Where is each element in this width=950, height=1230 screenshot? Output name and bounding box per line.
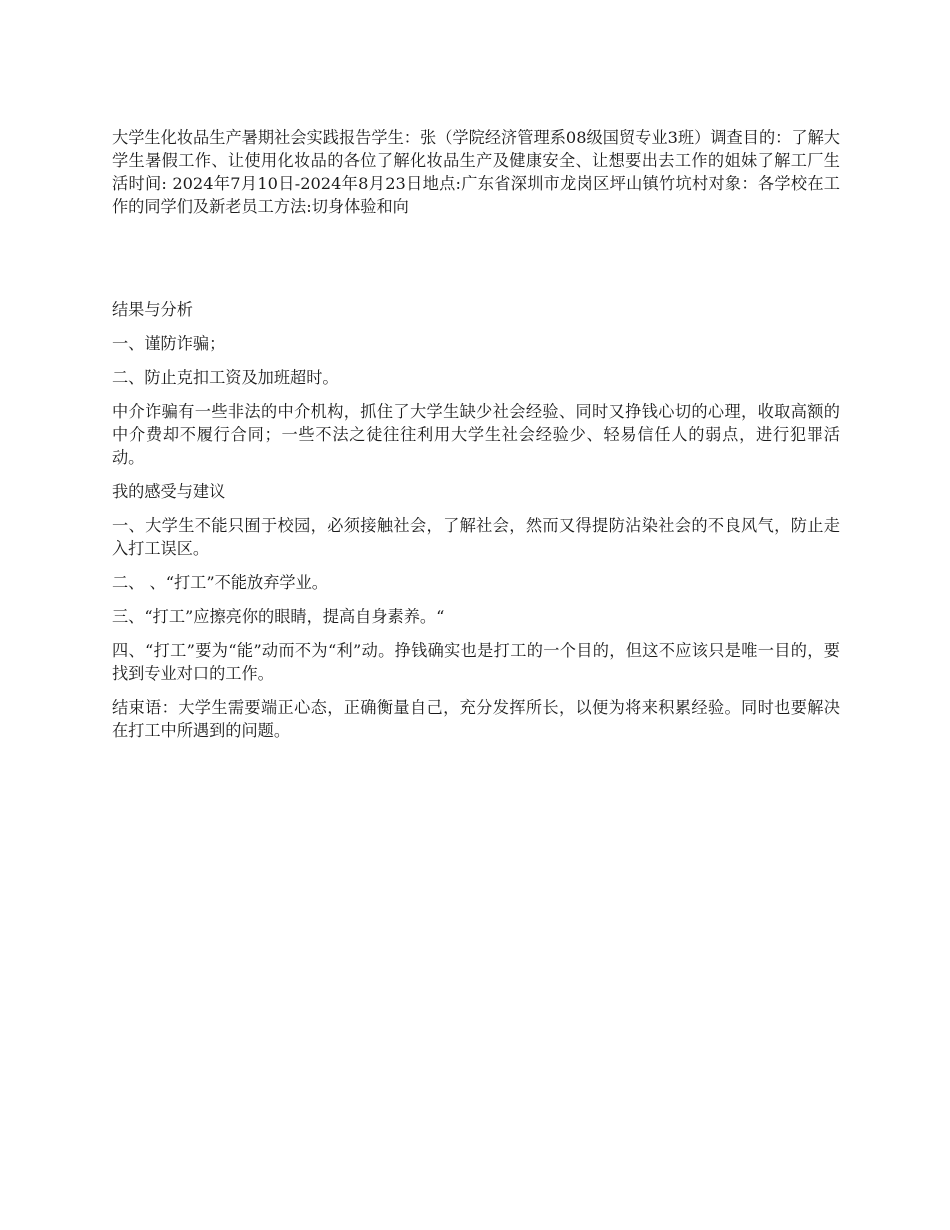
conclusion-paragraph: 结束语：大学生需要端正心态，正确衡量自己，充分发挥所长，以便为将来积累经验。同时也要解决在打工中所遇到的问题。 <box>112 698 840 740</box>
suggestion-item-4: 四、“打工”要为“能”动而不为“利”动。挣钱确实也是打工的一个目的，但这不应该只是唯一目的，要找到专业对口的工作。 <box>112 641 840 683</box>
document-page <box>112 126 840 742</box>
section-heading-feelings: 我的感受与建议 <box>112 482 226 501</box>
section-heading-results: 结果与分析 <box>112 300 193 319</box>
suggestion-item-3: 三、“打工”应擦亮你的眼睛，提高自身素养。“ <box>112 607 445 626</box>
result-item-2: 二、防止克扣工资及加班超时。 <box>112 368 339 387</box>
fraud-paragraph: 中介诈骗有一些非法的中介机构，抓住了大学生缺少社会经验、同时又挣钱心切的心理，收取高额的中介费却不履行合同；一些不法之徒往往利用大学生社会经验少、轻易信任人的弱点，进行犯罪活动。 <box>112 402 840 467</box>
intro-paragraph: 大学生化妆品生产暑期社会实践报告学生：张（学院经济管理系08级国贸专业3班）调查目的：了解大学生暑假工作、让使用化妆品的各位了解化妆品生产及健康安全、让想要出去工作的姐妹了解工厂生活时间: 2024年7月10日-2024年8月23日地点:广东省深圳市龙岗区坪山镇竹坑村对象：各学校在工作的同学们及新老员工方法:切身体验和向 <box>112 128 840 216</box>
result-item-1: 一、谨防诈骗； <box>112 334 226 353</box>
suggestion-item-1: 一、大学生不能只囿于校园，必须接触社会，了解社会，然而又得提防沾染社会的不良风气，防止走入打工误区。 <box>112 516 840 558</box>
suggestion-item-2: 二、 、“打工”不能放弃学业。 <box>112 573 328 592</box>
